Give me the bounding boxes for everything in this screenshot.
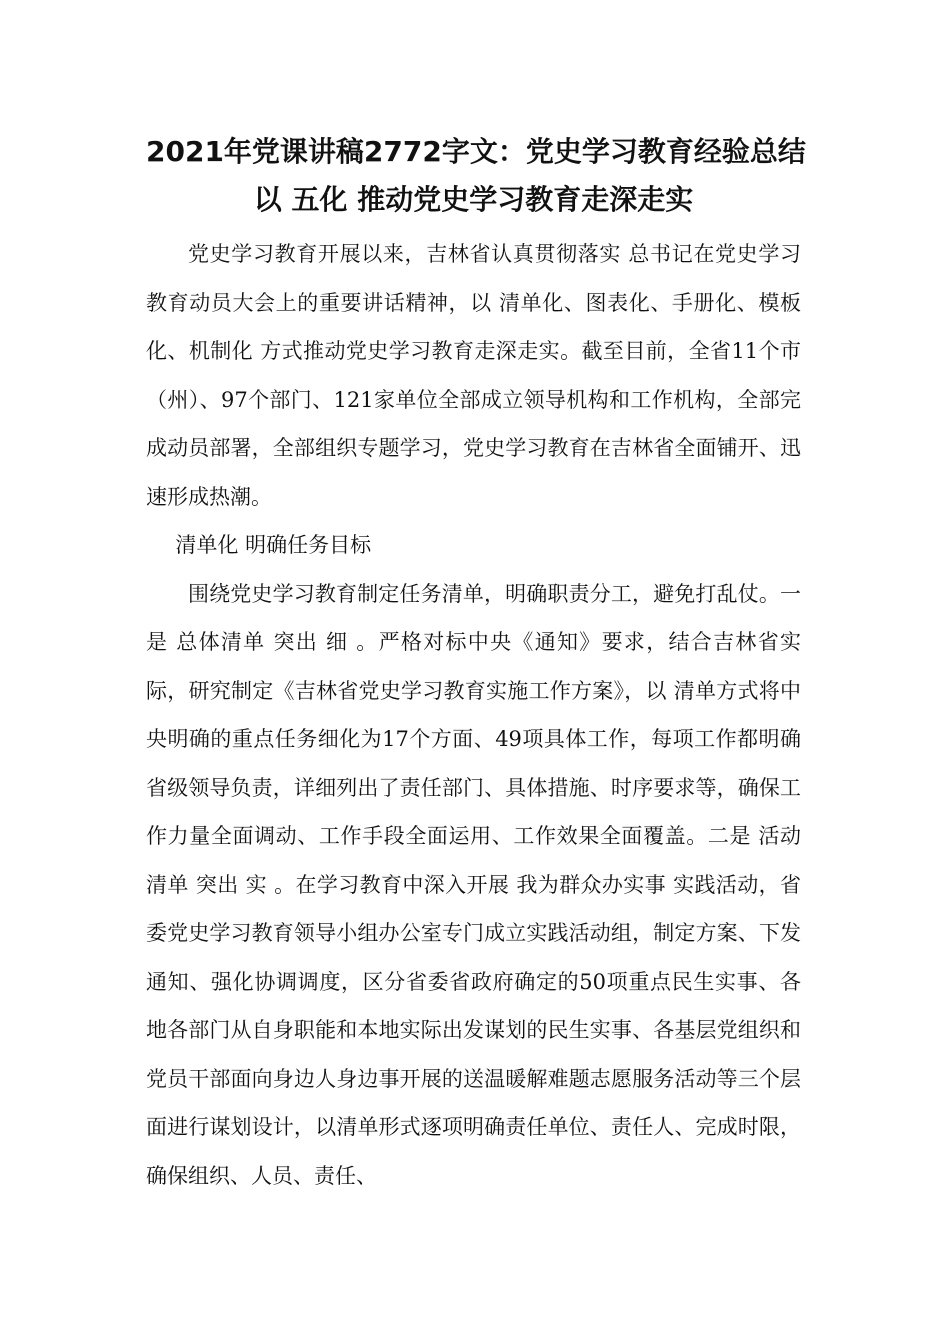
section-paragraph: 围绕党史学习教育制定任务清单，明确职责分工，避免打乱仗。一是 总体清单 突出 细 。严格对标中央《通知》要求，结合吉林省实际，研究制定《吉林省党史学习教育实施工作方案》，以 清单方式将中央明确的重点任务细化为17个方面、49项具体工作，每项工作都明确省级领导负责，详细列出了责任部门、具体措施、时序要求等，确保工作力量全面调动、工作手段全面运用、工作效果全面覆盖。二是 活动清单 突出 实 。在学习教育中深入开展 我为群众办实事 实践活动，省委党史学习教育领导小组办公室专门成立实践活动组，制定方案、下发通知、强化协调调度，区分省委省政府确定的50项重点民生实事、各地各部门从自身职能和本地实际出发谋划的民生实事、各基层党组织和党员干部面向身边人身边事开展的送温暖解难题志愿服务活动等三个层面进行谋划设计，以清单形式逐项明确责任单位、责任人、完成时限，确保组织、人员、责任、 [146, 581, 801, 1188]
document-title-line-2: 以 五化 推动党史学习教育走深走实 [253, 183, 694, 216]
intro-paragraph: 党史学习教育开展以来，吉林省认真贯彻落实 总书记在党史学习教育动员大会上的重要讲话精神，以 清单化、图表化、手册化、模板化、机制化 方式推动党史学习教育走深走实。截至目前，全省11个市（州）、97个部门、121家单位全部成立领导机构和工作机构，全部完成动员部署，全部组织专题学习，党史学习教育在吉林省全面铺开、迅速形成热潮。 [146, 242, 801, 509]
document-page [146, 128, 806, 1200]
section-heading: 清单化 明确任务目标 [175, 533, 372, 557]
document-body [146, 230, 801, 1200]
document-title-line-1: 2021年党课讲稿2772字文：党史学习教育经验总结 [146, 135, 806, 168]
